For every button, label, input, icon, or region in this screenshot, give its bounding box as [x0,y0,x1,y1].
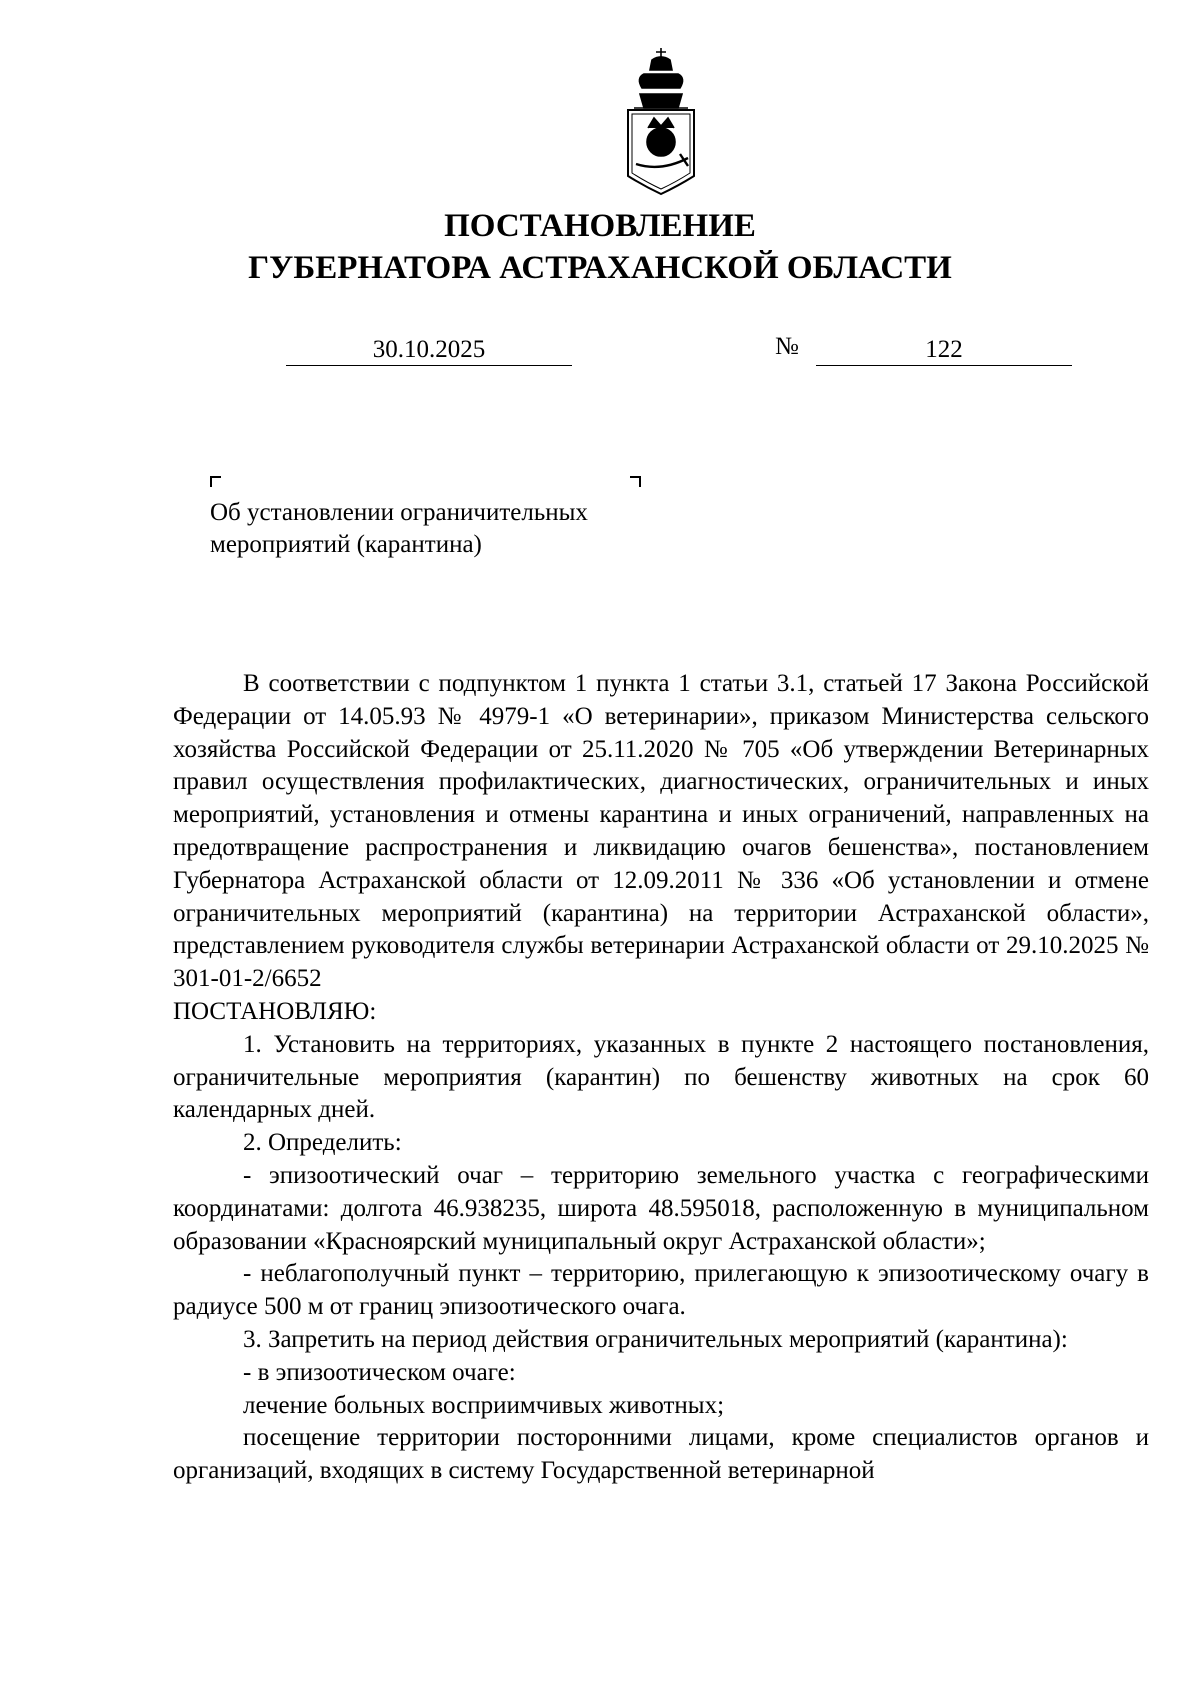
document-subject [210,497,670,561]
clause-2-area: - неблагополучный пункт – территорию, прилегающую к эпизоотическому очагу в радиусе 500 м от границ эпизоотического очага. [173,1260,1149,1321]
clause-3: 3. Запретить на период действия ограничительных мероприятий (карантина): [243,1325,1068,1353]
number-sign: № [775,333,799,360]
clause-3-item: посещение территории посторонними лицами, кроме специалистов органов и организаций, входящих в систему Государственной ветеринарной [173,1424,1149,1485]
clause-3-item: лечение больных восприимчивых животных; [243,1391,725,1419]
coat-of-arms-icon [618,48,704,198]
subject-line: Об установлении ограничительных [210,499,588,526]
document-title: ПОСТАНОВЛЕНИЕ [444,208,756,244]
preamble-paragraph: В соответствии с подпунктом 1 пункта 1 статьи 3.1, статьей 17 Закона Российской Федерации от 14.05.93 № 4979-1 «О ветеринарии», приказом Министерства сельского хозяйства Российской Федерации от 25.11.2020 № 705 «Об утверждении Ветеринарных правил осуществления профилактических, диагностических, ограничительных и иных мероприятий, установления и отмены карантина и иных ограничений, направленных на предотвращение распространения и ликвидацию очагов бешенства», постановлением Губернатора Астраханской области от 12.09.2011 № 336 «Об установлении и отмене ограничительных мероприятий (карантина) на территории Астраханской области», представлением руководителя службы ветеринарии Астраханской области от 29.10.2025 № 301-01-2/6652 [173,670,1149,993]
document-body [173,668,1149,1488]
clause-2: 2. Определить: [243,1129,402,1157]
document-date: 30.10.2025 [286,335,572,366]
clause-1: 1. Установить на территориях, указанных в пункте 2 настоящего постановления, ограничительные мероприятия (карантин) по бешенству животных на срок 60 календарных дней. [173,1030,1149,1124]
issuing-authority: ГУБЕРНАТОРА АСТРАХАНСКОЙ ОБЛАСТИ [248,250,952,286]
clause-2-focus: - эпизоотический очаг – территорию земельного участка с географическими координатами: долгота 46.938235, широта 48.595018, расположенную в муниципальном образовании «Красноярский муниципальный округ Астраханской области»; [173,1161,1149,1255]
decree-heading: ПОСТАНОВЛЯЮ: [173,997,377,1025]
document-number: 122 [816,335,1072,366]
subject-bracket-left [210,476,221,487]
subject-bracket-right [630,476,641,487]
subject-line: мероприятий (карантина) [210,531,482,558]
clause-3-focus: - в эпизоотическом очаге: [243,1358,516,1386]
